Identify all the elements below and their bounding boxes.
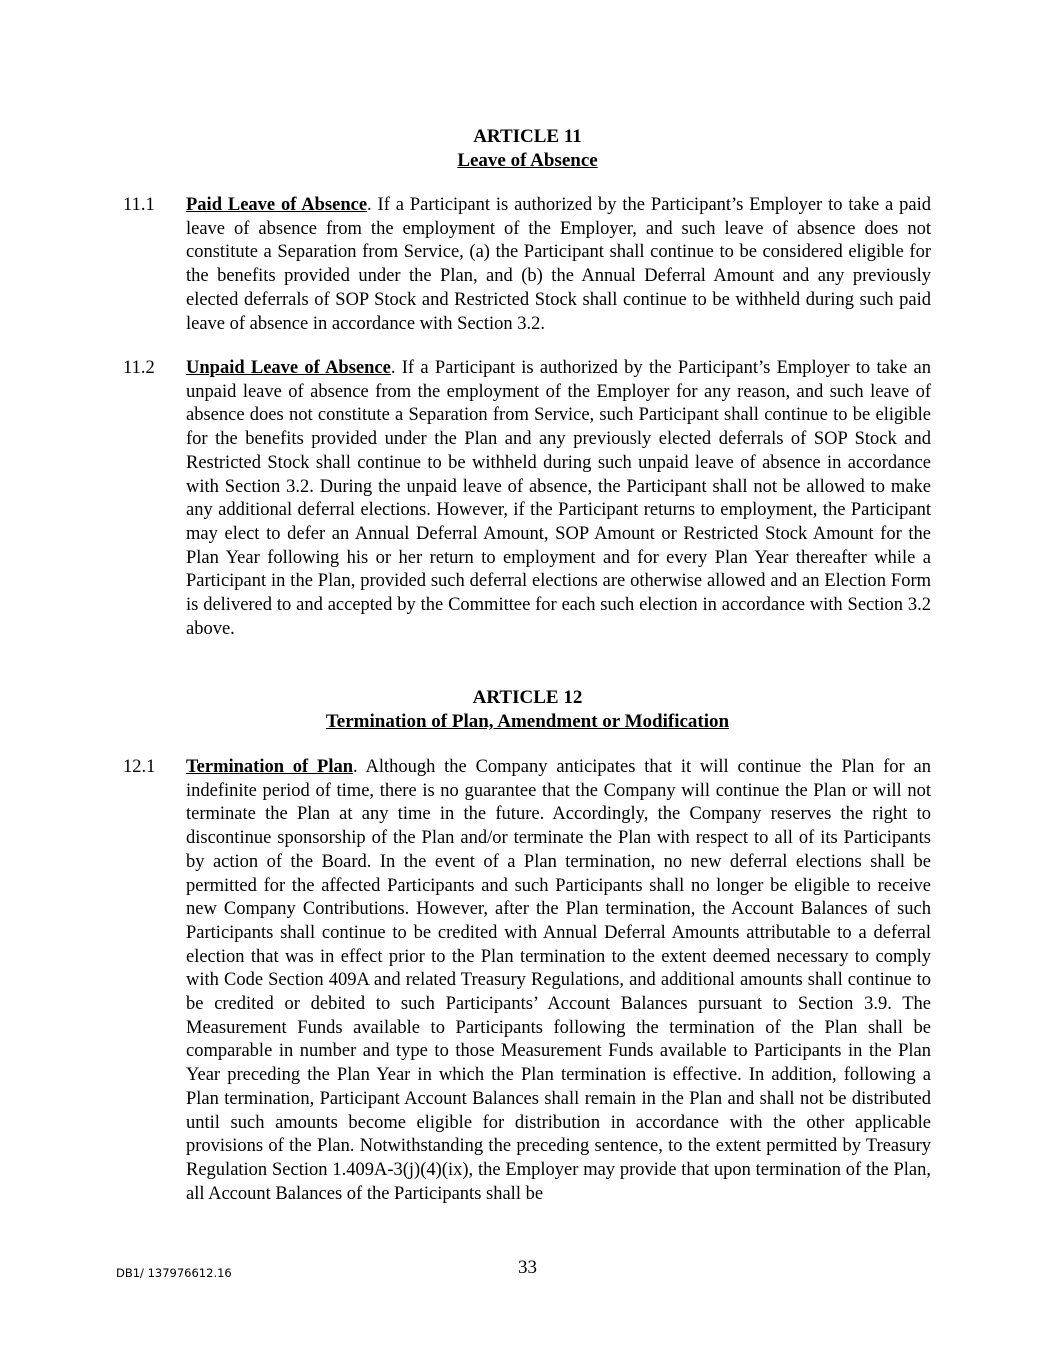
section-body: [186, 756, 931, 1206]
section-body: [186, 357, 931, 641]
article-11-header: [0, 125, 1055, 173]
section-number: 11.2: [123, 358, 155, 378]
section-text: . Although the Company anticipates that it will continue the Plan for an indefinite period of time, there is no guarantee that the Company will continue the Plan or will not terminate the Plan at any time in the future. Accordingly, the Company reserves the right to discontinue sponsorship of the Plan and/or terminate the Plan with respect to all of its Participants by action of the Board. In the event of a Plan termination, no new deferral elections shall be permitted for the affected Participants and such Participants shall no longer be eligible to receive new Company Contributions. However, after the Plan termination, the Account Balances of such Participants shall continue to be credited with Annual Deferral Amounts attributable to a deferral election that was in effect prior to the Plan termination to the extent deemed necessary to comply with Code Section 409A and related Treasury Regulations, and additional amounts shall continue to be credited or debited to such Participants’ Account Balances pursuant to Section 3.9. The Measurement Funds available to Participants following the termination of the Plan shall be comparable in number and type to those Measurement Funds available to Participants in the Plan Year preceding the Plan Year in which the Plan termination is effective. In addition, following a Plan termination, Participant Account Balances shall remain in the Plan and shall not be distributed until such amounts become eligible for distribution in accordance with the other applicable provisions of the Plan. Notwithstanding the preceding sentence, to the extent permitted by Treasury Regulation Section 1.409A-3(j)(4)(ix), the Employer may provide that upon termination of the Plan, all Account Balances of the Participants shall be: [186, 757, 932, 1204]
article-11-title: Leave of Absence: [457, 150, 598, 171]
section-text: . If a Participant is authorized by the Participant’s Employer to take an unpaid leave of absence from the employment of the Employer for any reason, and such leave of absence does not constitute a Separation from Service, such Participant shall continue to be eligible for the benefits provided under the Plan and any previously elected deferrals of SOP Stock and Restricted Stock shall continue to be withheld during such unpaid leave of absence in accordance with Section 3.2. During the unpaid leave of absence, the Participant shall not be allowed to make any additional deferral elections. However, if the Participant returns to employment, the Participant may elect to defer an Annual Deferral Amount, SOP Amount or Restricted Stock Amount for the Plan Year following his or her return to employment and for every Plan Year thereafter while a Participant in the Plan, provided such deferral elections are otherwise allowed and an Election Form is delivered to and accepted by the Committee for each such election in accordance with Section 3.2 above.: [186, 358, 931, 639]
section-number: 11.1: [123, 195, 155, 215]
section-number: 12.1: [123, 757, 156, 777]
page-number: 33: [518, 1257, 537, 1278]
section-title: Paid Leave of Absence: [186, 195, 368, 215]
section-title: Unpaid Leave of Absence: [186, 358, 391, 378]
article-11-heading: ARTICLE 11: [473, 126, 582, 147]
section-body: [186, 194, 931, 336]
footer-document-id: DB1/ 137976612.16: [116, 1266, 232, 1280]
article-12-title: Termination of Plan, Amendment or Modification: [325, 711, 730, 732]
article-12-header: [0, 686, 1055, 734]
section-text: . If a Participant is authorized by the Participant’s Employer to take a paid leave of absence from the employment of the Employer, and such leave of absence does not constitute a Separation from Service, (a) the Participant shall continue to be considered eligible for the benefits provided under the Plan, and (b) the Annual Deferral Amount and any previously elected deferrals of SOP Stock and Restricted Stock shall continue to be withheld during such paid leave of absence in accordance with Section 3.2.: [186, 195, 931, 334]
section-title: Termination of Plan: [186, 757, 354, 777]
article-12-heading: ARTICLE 12: [472, 687, 583, 708]
